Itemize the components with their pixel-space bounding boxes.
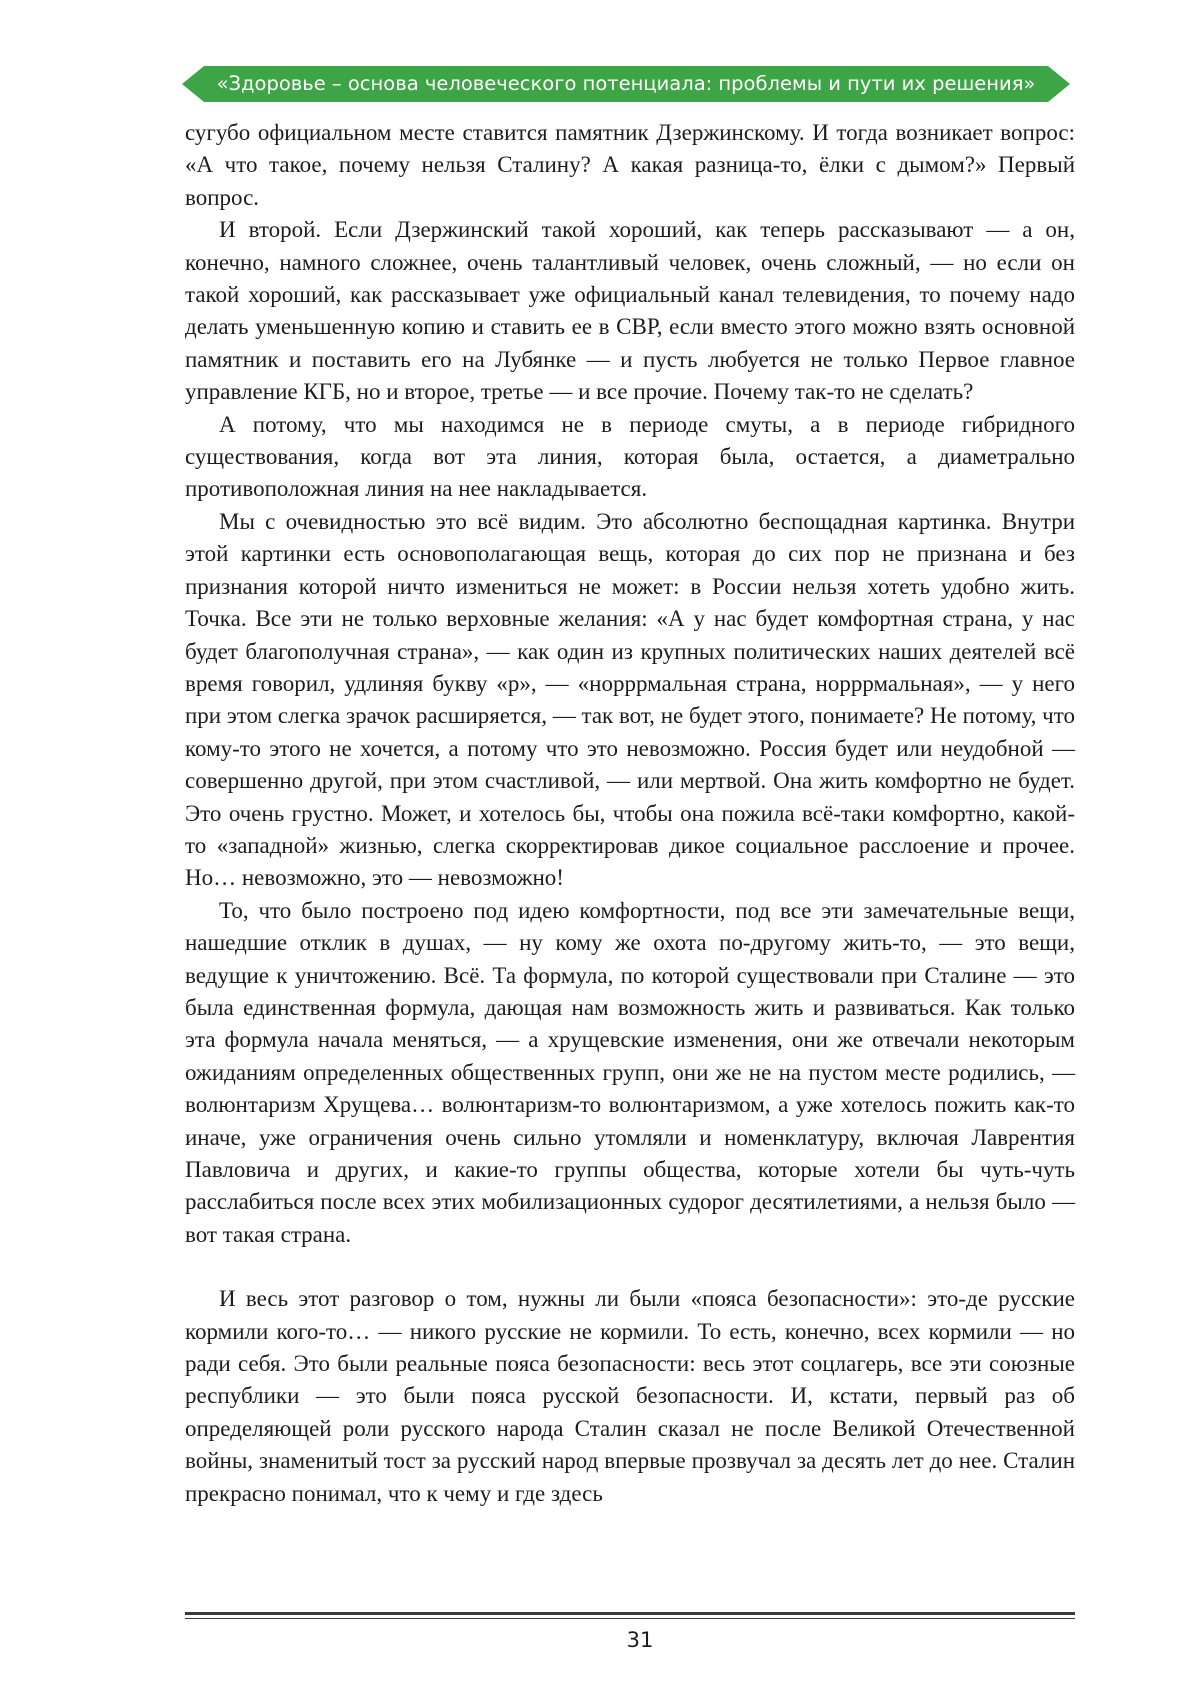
paragraph: сугубо официальном месте ставится памятник Дзержинскому. И тогда возникает вопрос: «А что такое, почему нельзя Сталину? А какая разница-то, ёлки с дымом?» Первый вопрос. xyxy=(185,117,1075,214)
page-number: 31 xyxy=(560,1628,720,1652)
paragraph: Мы с очевидностью это всё видим. Это абсолютно беспощадная картинка. Внутри этой картинки есть основополагающая вещь, которая до сих пор не признана и без признания которой ничто измениться не может: в России нельзя хотеть удобно жить. Точка. Все эти не только верховные желания: «А у нас будет комфортная страна, у нас будет благополучная страна», — как один из крупных политических наших деятелей всё время говорил, удлиняя букву «р», — «норррмальная страна, норррмальная», — у него при этом слегка зрачок расширяется, — так вот, не будет этого, понимаете? Не потому, что кому-то этого не хочется, а потому что это невозможно. Россия будет или неудобной — совершенно другой, при этом счастливой, — или мертвой. Она жить комфортно не будет. Это очень грустно. Может, и хотелось бы, чтобы она пожила всё-таки комфортно, какой-то «западной» жизнью, слегка скорректировав дикое социальное расслоение и прочее. Но… невозможно, это — невозможно! xyxy=(185,506,1075,895)
footer-rule xyxy=(185,1612,1075,1620)
paragraph: А потому, что мы находимся не в периоде смуты, а в периоде гибридного существования, когда вот эта линия, которая была, остается, а диаметрально противоположная линия на нее накладывается. xyxy=(185,409,1075,506)
footer-rule-thick xyxy=(185,1612,1075,1615)
paragraph: И второй. Если Дзержинский такой хороший, как теперь рассказывают — а он, конечно, намного сложнее, очень талантливый человек, очень сложный, — но если он такой хороший, как рассказывает уже официальный канал телевидения, то почему надо делать уменьшенную копию и ставить ее в СВР, если вместо этого можно взять основной памятник и поставить его на Лубянке — и пусть любуется не только Первое главное управление КГБ, но и второе, третье — и все прочие. Почему так-то не сделать? xyxy=(185,214,1075,408)
paragraph: То, что было построено под идею комфортности, под все эти замечательные вещи, нашедшие отклик в душах, — ну кому же охота по-другому жить-то, — это вещи, ведущие к уничтожению. Всё. Та формула, по которой существовали при Сталине — это была единственная формула, дающая нам возможность жить и развиваться. Как только эта формула начала меняться, — а хрущевские изменения, они же отвечали некоторым ожиданиям определенных общественных групп, они же не на пустом месте родились, — волюнтаризм Хрущева… волюнтаризм-то волюнтаризмом, а уже хотелось пожить как-то иначе, уже ограничения очень сильно утомляли и номенклатуру, включая Лаврентия Павловича и других, и какие-то группы общества, которые хотели бы чуть-чуть расслабиться после всех этих мобилизационных судорог десятилетиями, а нельзя было — вот такая страна. xyxy=(185,895,1075,1251)
footer-rule-thin xyxy=(185,1618,1075,1619)
article-body xyxy=(185,117,1075,1510)
header-banner xyxy=(182,66,1070,102)
running-header-title: «Здоровье – основа человеческого потенциала: проблемы и пути их решения» xyxy=(182,66,1070,102)
paragraph: И весь этот разговор о том, нужны ли были «пояса безопасности»: это-де русские кормили кого-то… — никого русские не кормили. То есть, конечно, всех кормили — но ради себя. Это были реальные пояса безопасности: весь этот соцлагерь, все эти союзные республики — это были пояса русской безопасности. И, кстати, первый раз об определяющей роли русского народа Сталин сказал не после Великой Отечественной войны, знаменитый тост за русский народ впервые прозвучал за десять лет до нее. Сталин прекрасно понимал, что к чему и где здесь xyxy=(185,1283,1075,1510)
